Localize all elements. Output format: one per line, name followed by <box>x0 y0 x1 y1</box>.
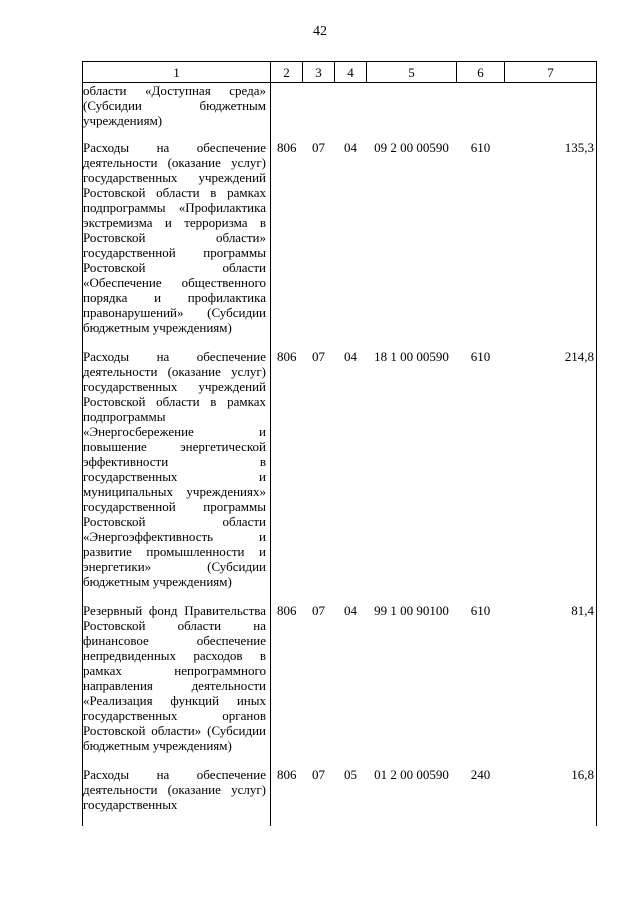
header-col-4: 4 <box>335 62 367 83</box>
row-code-ministry: 806 <box>277 140 297 155</box>
header-col-5: 5 <box>367 62 457 83</box>
row-amount: 135,3 <box>505 140 597 349</box>
header-row <box>83 62 597 83</box>
row-code-section: 07 <box>312 767 325 782</box>
row-code-ministry: 806 <box>277 603 297 618</box>
row-code-section: 07 <box>312 349 325 364</box>
row-code-target: 99 1 00 90100 <box>374 603 449 618</box>
row-amount: 214,8 <box>505 349 597 603</box>
table-row <box>83 603 597 767</box>
row-code-ministry: 806 <box>277 767 297 782</box>
header-col-7: 7 <box>505 62 597 83</box>
row-amount: 16,8 <box>505 767 597 826</box>
row-amount: 81,4 <box>505 603 597 767</box>
row-code-target: 01 2 00 00590 <box>374 767 449 782</box>
row-code-target: 18 1 00 00590 <box>374 349 449 364</box>
table-row <box>83 140 597 349</box>
row-code-subsection: 05 <box>344 767 357 782</box>
row-code-expense-type: 610 <box>470 140 491 155</box>
row-description: Расходы на обеспечение деятельности (оказание услуг) государственных <box>83 767 271 826</box>
table-row <box>83 767 597 826</box>
row-code-subsection: 04 <box>344 140 357 155</box>
row-code-expense-type: 240 <box>470 767 491 782</box>
budget-table <box>82 61 597 826</box>
row-code-expense-type: 610 <box>470 349 491 364</box>
row-code-expense-type: 610 <box>470 603 491 618</box>
page-number: 42 <box>313 24 327 39</box>
header-col-6: 6 <box>457 62 505 83</box>
row-code-subsection: 04 <box>344 603 357 618</box>
row-code-section: 07 <box>312 140 325 155</box>
row-code-target: 09 2 00 00590 <box>374 140 449 155</box>
row-description: области «Доступная среда» (Субсидии бюджетным учреждениям) <box>83 83 271 141</box>
row-code-ministry: 806 <box>277 349 297 364</box>
table-row-continuation <box>83 83 597 141</box>
header-col-3: 3 <box>303 62 335 83</box>
row-description: Расходы на обеспечение деятельности (оказание услуг) государственных учреждений Ростовской области в рамках подпрограммы «Профилактика экстремизма и терроризма в Ростовской области» государственной программы Ростовской области «Обеспечение общественного порядка и профилактика правонарушений» (Субсидии бюджетным учреждениям) <box>83 140 271 349</box>
row-description: Расходы на обеспечение деятельности (оказание услуг) государственных учреждений Ростовской области в рамках подпрограммы «Энергосбережение и повышение энергетической эффективности в государственных и муниципальных учреждениях» государственной программы Ростовской области «Энергоэффективность и развитие промышленности и энергетики» (Субсидии бюджетным учреждениям) <box>83 349 271 603</box>
row-code-section: 07 <box>312 603 325 618</box>
row-description: Резервный фонд Правительства Ростовской области на финансовое обеспечение непредвиденных расходов в рамках непрограммного направления деятельности «Реализация функций иных государственных органов Ростовской области» (Субсидии бюджетным учреждениям) <box>83 603 271 767</box>
header-col-1: 1 <box>83 62 271 83</box>
header-col-2: 2 <box>271 62 303 83</box>
row-code-subsection: 04 <box>344 349 357 364</box>
table-row <box>83 349 597 603</box>
